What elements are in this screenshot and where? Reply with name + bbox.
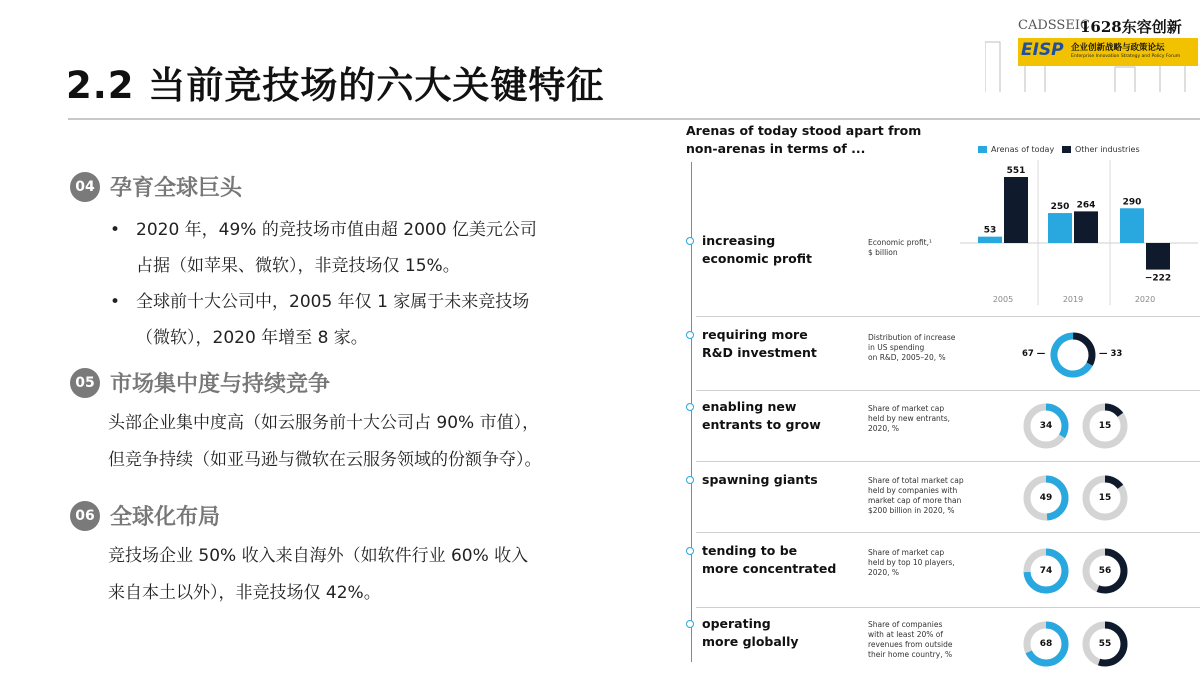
bullet-line: 占据（如苹果、微软），非竞技场仅 15%。 — [136, 256, 460, 276]
row-note-economic-profit — [868, 238, 932, 258]
bullet-dot: • — [110, 292, 121, 312]
title-divider — [68, 118, 1200, 120]
section-05-title: 市场集中度与持续竞争 — [110, 372, 331, 397]
row-label-line: operating — [702, 616, 771, 631]
timeline-dot — [686, 237, 694, 245]
row-divider — [696, 390, 1200, 391]
row-note-line: Share of companies — [868, 620, 943, 629]
donut-value-label: 15 — [1098, 493, 1112, 503]
row-label-line: more concentrated — [702, 561, 837, 576]
bar-value-label: 53 — [983, 225, 997, 236]
row-note-line: revenues from outside — [868, 640, 953, 649]
bar-2019-other — [1074, 211, 1098, 243]
body-line: 头部企业集中度高（如云服务前十大公司占 90% 市值）， — [108, 413, 540, 433]
row-note-rd — [868, 333, 955, 363]
row-label-line: increasing — [702, 233, 776, 248]
row-note-line: Share of total market cap — [868, 476, 964, 485]
row-divider — [696, 461, 1200, 462]
row-note-line: 2020, % — [868, 424, 899, 433]
row-note-line: with at least 20% of — [868, 630, 944, 639]
year-tick-label: 2005 — [992, 295, 1014, 304]
row-note-line: Share of market cap — [868, 548, 945, 557]
bullet-text — [136, 284, 529, 356]
timeline-dot — [686, 620, 694, 628]
timeline-dot — [686, 476, 694, 484]
row-label-concentrated — [702, 542, 836, 578]
row-label-line: requiring more — [702, 327, 808, 342]
row-note-line: their home country, % — [868, 650, 953, 659]
bar-2005-arena — [978, 237, 1002, 243]
logo-forum-en: Enterprise Innovation Strategy and Policy Forum — [1071, 54, 1181, 59]
row-note-line: 2020, % — [868, 568, 899, 577]
row-label-line: R&D investment — [702, 345, 817, 360]
body-line: 来自本土以外），非竞技场仅 42%。 — [108, 583, 381, 603]
bar-2019-arena — [1048, 213, 1072, 243]
row-note-line: $ billion — [868, 248, 898, 257]
row-divider — [696, 532, 1200, 533]
row-label-line: more globally — [702, 634, 799, 649]
rd-left-value: 67 — — [1022, 349, 1046, 359]
row-note-line: Share of market cap — [868, 404, 945, 413]
bullet-text — [136, 212, 537, 284]
bar-2020-other — [1146, 243, 1170, 270]
body-line: 但竞争持续（如亚马逊与微软在云服务领域的份额争夺）。 — [108, 450, 542, 470]
section-05-body — [108, 405, 542, 479]
donut-globally-arena — [1022, 620, 1070, 668]
section-04-header — [70, 171, 242, 202]
row-note-giants — [868, 476, 964, 516]
row-label-globally — [702, 615, 799, 651]
bar-value-label: 551 — [1006, 166, 1026, 176]
donut-value-label: 55 — [1098, 639, 1112, 649]
logo-1628: 1628东容创新 — [1080, 18, 1182, 36]
row-note-line: market cap of more than — [868, 496, 962, 505]
page-title: 2.2 当前竞技场的六大关键特征 — [66, 64, 605, 107]
legend-other — [1062, 145, 1140, 154]
section-05-header — [70, 367, 330, 398]
section-06-body — [108, 538, 528, 612]
donut-globally-other — [1081, 620, 1129, 668]
bar-value-label: 290 — [1122, 197, 1142, 208]
row-divider — [696, 316, 1200, 317]
row-note-line: Economic profit,¹ — [868, 238, 933, 247]
rd-right-value: — 33 — [1099, 349, 1123, 359]
donut-concentrated-other — [1081, 547, 1129, 595]
logo-forum-cn: 企业创新战略与政策论坛 — [1071, 43, 1165, 53]
row-note-concentrated — [868, 548, 955, 578]
row-label-rd — [702, 326, 817, 362]
row-label-line: spawning giants — [702, 472, 818, 487]
legend-label: Arenas of today — [991, 145, 1055, 154]
donut-new-entrants-arena — [1022, 402, 1070, 450]
row-note-line: on R&D, 2005–20, % — [868, 353, 946, 362]
section-06-title: 全球化布局 — [110, 505, 221, 530]
bar-value-label: −222 — [1144, 273, 1172, 284]
infographic-title — [686, 122, 926, 158]
forum-logo — [985, 12, 1200, 92]
row-label-giants — [702, 471, 818, 489]
row-label-line: enabling new — [702, 399, 797, 414]
bar-2005-other — [1004, 177, 1028, 243]
row-note-line: held by new entrants, — [868, 414, 951, 423]
legend-swatch-arena — [978, 146, 987, 153]
logo-cadsseic: CADSSEIC — [1018, 18, 1090, 33]
infographic-title-line: non-arenas in terms of ... — [686, 141, 866, 156]
bar-2020-arena — [1120, 208, 1144, 243]
section-04-badge: 04 — [70, 172, 100, 202]
bullet-line: 全球前十大公司中，2005 年仅 1 家属于未来竞技场 — [136, 292, 530, 312]
row-label-line: tending to be — [702, 543, 798, 558]
bullet-dot: • — [110, 220, 121, 240]
year-tick-label: 2019 — [1062, 295, 1084, 304]
row-label-line: economic profit — [702, 251, 812, 266]
body-line: 竞技场企业 50% 收入来自海外（如软件行业 60% 收入 — [108, 546, 529, 566]
section-06-header — [70, 500, 220, 531]
row-label-new-entrants — [702, 398, 821, 434]
donut-new-entrants-other — [1081, 402, 1129, 450]
donut-value-label: 68 — [1039, 639, 1053, 649]
donut-value-label: 74 — [1039, 566, 1053, 576]
row-note-line: held by companies with — [868, 486, 958, 495]
section-04-title: 孕育全球巨头 — [110, 176, 243, 201]
donut-value-label: 34 — [1039, 421, 1053, 431]
infographic-title-line: Arenas of today stood apart from — [686, 123, 922, 138]
row-note-line: $200 billion in 2020, % — [868, 506, 955, 515]
donut-giants-arena — [1022, 474, 1070, 522]
row-label-economic-profit — [702, 232, 812, 268]
bar-value-label: 250 — [1050, 202, 1070, 213]
year-tick-label: 2020 — [1134, 295, 1156, 304]
donut-value-label: 56 — [1098, 566, 1112, 576]
logo-eisp: EISP — [1021, 40, 1064, 60]
legend-label: Other industries — [1075, 145, 1140, 154]
bullet-line: （微软），2020 年增至 8 家。 — [136, 328, 368, 348]
bullet-line: 2020 年，49% 的竞技场市值由超 2000 亿美元公司 — [136, 220, 537, 240]
donut-value-label: 15 — [1098, 421, 1112, 431]
legend-swatch-other — [1062, 146, 1071, 153]
donut-svg — [1049, 331, 1097, 379]
row-note-line: held by top 10 players, — [868, 558, 955, 567]
donut-concentrated-arena — [1022, 547, 1070, 595]
timeline-dot — [686, 547, 694, 555]
timeline-dot — [686, 403, 694, 411]
section-06-badge: 06 — [70, 501, 100, 531]
row-note-globally — [868, 620, 953, 660]
donut-rd — [1049, 331, 1097, 379]
row-note-new-entrants — [868, 404, 950, 434]
bar-value-label: 264 — [1076, 200, 1096, 211]
section-05-badge: 05 — [70, 368, 100, 398]
economic-profit-bar-chart — [940, 160, 1200, 310]
row-note-line: Distribution of increase — [868, 333, 956, 342]
donut-giants-other — [1081, 474, 1129, 522]
timeline-dot — [686, 331, 694, 339]
row-note-line: in US spending — [868, 343, 925, 352]
donut-value-label: 49 — [1039, 493, 1053, 503]
row-divider — [696, 607, 1200, 608]
legend-arenas — [978, 145, 1054, 154]
row-label-line: entrants to grow — [702, 417, 821, 432]
